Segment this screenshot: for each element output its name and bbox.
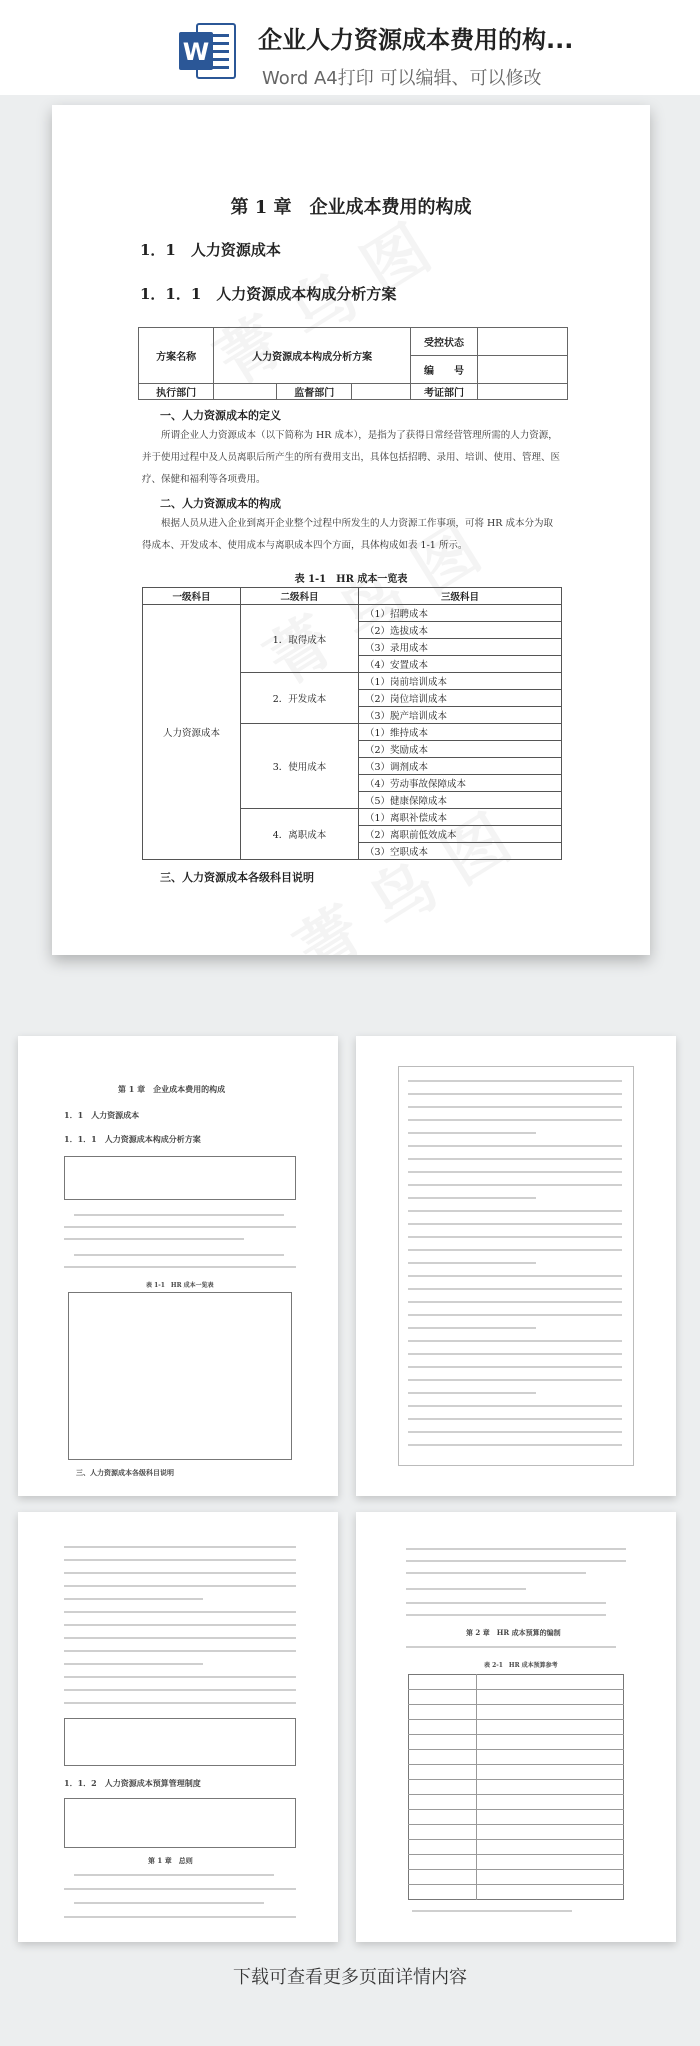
thumb-table-row-line [408,1719,624,1720]
thumb-text-line [64,1572,296,1574]
thumb-text-line [408,1353,622,1355]
thumb-text-line [408,1275,622,1277]
thumb-text-line [64,1888,296,1890]
thumb-text-line [74,1902,264,1904]
thumb-budget-table [408,1674,624,1900]
paragraph: 所谓企业人力资源成本（以下简称为 HR 成本），是指为了获得日常经营管理所需的人力资源，并于使用过程中及人员离职后所产生的所有费用支出，具体包括招聘、录用、培训、使用、管理、医疗、保健和福利等各项费用。 [142,430,561,485]
level2-cell: 2．开发成本 [241,673,359,724]
main-document-page [52,105,650,955]
thumb-table-row-line [408,1839,624,1840]
thumb-text-line [408,1444,622,1446]
thumb-text-line [64,1624,296,1626]
thumb-text-line [74,1874,274,1876]
thumb-table-row-line [408,1809,624,1810]
thumbnail-page-1[interactable] [18,1036,338,1496]
level3-cell: （3）空职成本 [359,843,562,860]
thumb-text-line [64,1637,296,1639]
thumb-text-line [406,1646,616,1648]
thumb-chapter: 第 1 章 企业成本费用的构成 [118,1084,226,1094]
plan-name-value: 人力资源成本构成分析方案 [214,328,411,384]
thumb-table-row-line [408,1869,624,1870]
level3-cell: （3）调剂成本 [359,758,562,775]
thumb-text-line [408,1158,622,1160]
supervise-dept-label: 监督部门 [277,384,352,400]
thumb-small-table [64,1718,296,1766]
thumb-last-section: 三、人力资源成本各级科目说明 [76,1468,174,1477]
level2-cell: 3．使用成本 [241,724,359,809]
thumb-table-row-line [408,1854,624,1855]
paragraph: 根据人员从进入企业到离开企业整个过程中所发生的人力资源工作事项，可将 HR 成本分为取得成本、开发成本、使用成本与离职成本四个方面，具体构成如表 1-1 所示。 [142,518,553,551]
table-header: 二级科目 [241,588,359,605]
level3-cell: （3）录用成本 [359,639,562,656]
thumb-caption: 表 2-1 HR 成本预算参考 [484,1662,558,1669]
thumb-text-line [408,1301,622,1303]
thumb-text-line [408,1080,622,1082]
thumb-text-line [406,1588,526,1590]
thumb-table-row-line [408,1734,624,1735]
thumb-text-line [408,1197,536,1199]
thumb-text-line [74,1254,284,1256]
thumb-text-line [408,1145,622,1147]
level3-cell: （5）健康保障成本 [359,792,562,809]
exec-dept-value [214,384,277,400]
thumbnail-page-4[interactable] [356,1512,676,1942]
thumb-text-line [408,1093,622,1095]
thumb-chapter: 第 1 章 总则 [148,1856,193,1865]
thumb-text-line [64,1226,296,1228]
thumb-table-row-line [408,1764,624,1765]
level1-cell: 人力资源成本 [143,605,241,860]
thumb-text-line [406,1602,606,1604]
thumb-text-line [408,1288,622,1290]
thumb-plan-table [64,1156,296,1200]
thumb-table-row-line [408,1824,624,1825]
thumb-text-line [408,1366,622,1368]
thumb-table-row-line [408,1689,624,1690]
thumb-text-line [64,1598,203,1600]
thumb-text-line [64,1916,296,1918]
table-header: 三级科目 [359,588,562,605]
table-caption: 表 1-1 HR 成本一览表 [294,574,408,585]
thumb-text-line [64,1689,296,1691]
page-header [0,0,700,95]
thumb-text-line [64,1559,296,1561]
thumb-text-line [408,1340,622,1342]
thumb-text-line [408,1405,622,1407]
thumb-table-row-line [408,1704,624,1705]
subsection-heading: 1．1．1 人力资源成本构成分析方案 [140,285,397,303]
thumb-text-line [64,1546,296,1548]
thumb-text-line [406,1548,626,1550]
number-value [477,356,567,384]
level3-cell: （2）奖励成本 [359,741,562,758]
thumb-subsection: 1．1．1 人力资源成本构成分析方案 [64,1134,201,1144]
thumb-text-line [406,1614,606,1616]
thumb-text-line [64,1238,244,1240]
level3-cell: （2）岗位培训成本 [359,690,562,707]
thumb-text-line [74,1214,284,1216]
thumb-text-line [408,1132,536,1134]
thumb-table-row-line [408,1779,624,1780]
thumb-text-line [408,1418,622,1420]
thumb-text-line [408,1119,622,1121]
thumb-table-divider [476,1674,477,1900]
thumb-text-line [408,1327,536,1329]
thumb-text-line [408,1249,622,1251]
thumb-text-line [408,1236,622,1238]
exec-dept-label: 执行部门 [139,384,214,400]
thumb-text-line [408,1379,622,1381]
word-document-icon [177,20,237,82]
level3-cell: （3）脱产培训成本 [359,707,562,724]
section-heading: 1．1 人力资源成本 [140,241,281,259]
thumb-hr-table [68,1292,292,1460]
thumb-section: 1．1 人力资源成本 [64,1110,140,1120]
number-label: 编 号 [411,356,478,384]
thumb-chapter: 第 2 章 HR 成本预算的编制 [466,1628,561,1637]
supervise-dept-value [352,384,411,400]
document-title: 企业人力资源成本费用的构... [258,26,574,54]
thumb-text-line [406,1572,586,1574]
level3-cell: （2）选拔成本 [359,622,562,639]
chapter-title: 第 1 章 企业成本费用的构成 [230,197,472,218]
thumb-text-line [64,1650,296,1652]
thumb-text-line [408,1392,536,1394]
status-label: 受控状态 [411,328,478,356]
level3-cell: （1）维持成本 [359,724,562,741]
level3-cell: （4）劳动事故保障成本 [359,775,562,792]
thumb-text-line [408,1106,622,1108]
thumb-caption: 表 1-1 HR 成本一览表 [146,1282,214,1289]
thumb-text-line [64,1676,296,1678]
thumb-text-line [408,1431,622,1433]
plan-info-table [138,327,568,400]
thumb-text-line [408,1262,536,1264]
section-title: 二、人力资源成本的构成 [160,497,281,510]
level3-cell: （4）安置成本 [359,656,562,673]
hr-cost-table [142,587,562,860]
status-value [477,328,567,356]
thumbnail-page-3[interactable] [18,1512,338,1942]
assess-dept-label: 考证部门 [411,384,478,400]
section-title: 一、人力资源成本的定义 [160,409,281,422]
thumb-text-line [64,1611,296,1613]
document-subtitle: Word A4打印 可以编辑、可以修改 [262,68,542,89]
svg-text:W: W [182,38,210,66]
thumb-text-line [406,1560,626,1562]
thumb-text-line [412,1910,572,1912]
thumb-text-line [408,1210,622,1212]
level3-cell: （2）离职前低效成本 [359,826,562,843]
level2-cell: 1．取得成本 [241,605,359,673]
level3-cell: （1）招聘成本 [359,605,562,622]
thumbnail-page-2[interactable] [356,1036,676,1496]
table-header: 一级科目 [143,588,241,605]
thumb-text-line [64,1663,203,1665]
thumb-plan-table [64,1798,296,1848]
thumb-table-row-line [408,1884,624,1885]
thumb-subsection: 1．1．2 人力资源成本预算管理制度 [64,1778,201,1788]
footer-note: 下载可查看更多页面详情内容 [233,1967,467,1988]
thumb-table-row-line [408,1794,624,1795]
thumb-text-line [408,1314,622,1316]
thumb-text-line [408,1171,622,1173]
level2-cell: 4．离职成本 [241,809,359,860]
thumb-text-line [64,1702,296,1704]
section-title: 三、人力资源成本各级科目说明 [160,871,314,884]
level3-cell: （1）离职补偿成本 [359,809,562,826]
thumb-text-line [408,1184,622,1186]
assess-dept-value [477,384,567,400]
level3-cell: （1）岗前培训成本 [359,673,562,690]
thumb-text-line [64,1266,296,1268]
plan-name-label: 方案名称 [139,328,214,384]
thumb-text-line [408,1223,622,1225]
thumb-table-row-line [408,1749,624,1750]
thumb-text-line [64,1585,296,1587]
